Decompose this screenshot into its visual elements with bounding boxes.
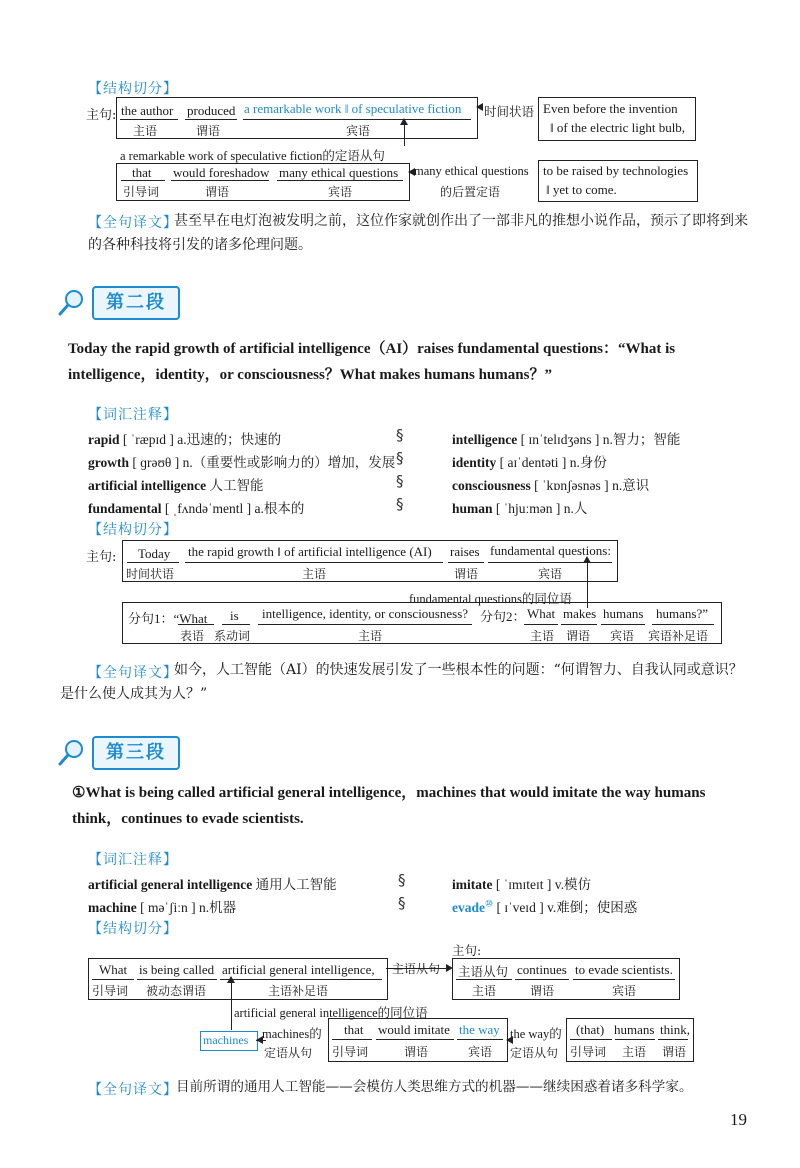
vocab-item: identity [ aɪˈdentəti ] n.身份 [452,455,607,470]
attr-clause-label: 定语从句 [264,1046,313,1060]
vocab-item: imitate [ ˈɪmɪteɪt ] v.模仿 [452,877,591,892]
word-what: What [527,606,556,621]
word-the-way: the way [459,1022,500,1037]
label-predicate-3: 谓语 [662,1045,687,1059]
label-subject: 主语 [302,567,327,581]
word-raises: raises [450,544,480,559]
word-many-ethical: many ethical questions [279,165,399,180]
main-clause-label: 主句: [86,550,117,565]
word-is: is [230,608,239,623]
label-guide-word-3: 引导词 [570,1045,607,1059]
structure-tag: 【结构切分】 [88,81,178,97]
label-complement: 宾语补足语 [648,629,709,643]
vocab-item: growth [ ɡrəʊθ ] n.（重要性或影响力的）增加，发展 [88,455,396,470]
translation-tag: 【全句译文】 [88,1082,178,1098]
vocab-item: consciousness [ ˈkɒnʃəsnəs ] n.意识 [452,478,650,493]
label-guide-word: 引导词 [123,185,160,199]
structure-tag: 【结构切分】 [88,522,178,538]
main-clause-label: 主句: [86,108,117,123]
label-subject-3: 主语 [530,629,555,643]
vocab-item: artificial intelligence 人工智能 [88,478,264,493]
magnifier-icon [58,738,86,766]
label-passive-predicate: 被动态谓语 [146,984,207,998]
vocab-item: rapid [ ˈræpɪd ] a.迅速的；快速的 [88,432,282,447]
label-time-adverbial: 时间状语 [126,567,175,581]
word-that-paren: (that) [576,1022,605,1037]
label-predicate-2: 谓语 [404,1045,429,1059]
label-subject: 主语 [472,984,497,998]
label-subject-2: 主语 [358,629,383,643]
vocab-item: fundamental [ ˌfʌndəˈmentl ] a.根本的 [88,501,305,516]
word-would-imitate: would imitate [378,1022,450,1037]
vocab-item: intelligence [ ɪnˈtelɪdʒəns ] n.智力；智能 [452,432,681,447]
appositive-note: fundamental questions的同位语 [409,592,572,606]
section-title: 第二段 [92,286,180,320]
word-machines: machines [203,1033,249,1047]
word-evade-scientists: to evade scientists. [575,962,673,977]
wave-divider: § [398,894,406,912]
label-predicate: 谓语 [196,124,221,138]
subject-clause-label: 主语从句 [392,962,441,976]
label-object-3: 宾语 [610,629,635,643]
label-predicate-3: 谓语 [566,629,591,643]
vocab-item: artificial general intelligence 通用人工智能 [88,877,337,892]
the-way-of-label: the way的 [510,1027,562,1041]
agi-appositive-note: artificial general intelligence的同位语 [234,1006,428,1020]
label-subject: 主语 [133,124,158,138]
label-object-2: 宾语 [468,1045,493,1059]
word-the-author: the author [121,103,174,118]
label-subject-complement: 主语补足语 [268,984,329,998]
word-today: Today [138,546,171,561]
raised-line2: ‖ yet to come. [546,182,617,197]
label-subject-3: 主语 [622,1045,647,1059]
translation-tag: 【全句译文】 [88,665,178,681]
label-predicative: 表语 [180,629,205,643]
magnifier-icon [58,288,86,316]
word-that: that [344,1022,364,1037]
paragraph-sentence: ①What is being called artificial general intelligence，machines that would imitate the way humans think，continues to evade scientists. [72,785,706,827]
word-being-called: is being called [139,962,215,977]
label-linking-verb: 系动词 [214,629,251,643]
section-title: 第三段 [92,736,180,770]
wave-divider: § [396,472,404,490]
vocab-item: evade⑩ [ ɪˈveɪd ] v.难倒；使困惑 [452,898,638,915]
paragraph-sentence: Today the rapid growth of artificial intelligence（AI）raises fundamental questions：“What is intelligence，identity，or consciousness？What makes humans humans？” [68,341,676,383]
word-humans: humans [603,606,644,621]
label-object: 宾语 [612,984,637,998]
machines-of-label: machines的 [262,1027,322,1041]
wave-divider: § [396,495,404,513]
label-predicate-2: 谓语 [205,185,230,199]
label-predicate: 谓语 [530,984,555,998]
label-guide-word-2: 引导词 [332,1045,369,1059]
clause2-label: 分句2： [480,609,526,624]
clause1-label: 分句1：“What [128,611,208,626]
vocab-tag: 【词汇注释】 [88,852,178,868]
word-that: that [132,165,152,180]
vocab-item: human [ ˈhjuːmən ] n.人 [452,501,588,516]
section-heading-3 [58,736,188,770]
word-makes: makes [563,606,597,621]
main-clause-label: 主句: [452,943,482,958]
translation-tag: 【全句译文】 [88,215,178,231]
word-agi: artificial general intelligence, [222,962,375,977]
many-ethical-ref: many ethical questions [414,164,529,178]
wave-divider: § [398,871,406,889]
time-adverbial-label: 时间状语 [484,104,535,119]
post-attributive-label: 的后置定语 [440,185,501,199]
label-predicate: 谓语 [454,567,479,581]
subject-clause-box-label: 主语从句 [458,964,509,979]
label-object: 宾语 [538,567,563,581]
translation-text: 如今，人工智能（AI）的快速发展引发了一些根本性的问题：“何谓智力、自我认同或意识？是什么使人成其为人？” [60,662,743,702]
raised-line1: to be raised by technologies [543,163,689,178]
translation-text: 目前所谓的通用人工智能——会模仿人类思维方式的机器——继续困惑着诸多科学家。 [176,1079,693,1095]
even-before-line2: ‖ of the electric light bulb, [550,120,686,135]
wave-divider: § [396,449,404,467]
structure-tag: 【结构切分】 [88,921,178,937]
word-intelligence-list: intelligence, identity, or consciousness? [262,606,469,621]
label-object: 宾语 [346,124,371,138]
vocab-tag: 【词汇注释】 [88,407,178,423]
word-rapid-growth: the rapid growth ‖ of artificial intelligence (AI) [188,544,432,559]
word-would-foreshadow: would foreshadow [173,165,270,180]
attributive-clause-note: a remarkable work of speculative fiction的定语从句 [120,149,385,163]
word-remarkable-work: a remarkable work ‖ of speculative fiction [244,101,462,116]
attr-clause-label-2: 定语从句 [510,1046,559,1060]
section-heading-2 [58,286,188,320]
page-number: 19 [730,1110,747,1129]
word-fundamental-questions: fundamental questions: [490,543,611,558]
word-humans-2: humans?” [656,606,708,621]
wave-divider: § [396,426,404,444]
even-before-line1: Even before the invention [543,101,678,116]
word-what: What [99,962,128,977]
vocab-item: machine [ məˈʃiːn ] n.机器 [88,900,237,915]
label-object-2: 宾语 [328,185,353,199]
word-humans: humans [614,1022,655,1037]
word-think: think, [660,1022,690,1037]
label-guide-word: 引导词 [92,984,129,998]
translation-text: 甚至早在电灯泡被发明之前，这位作家就创作出了一部非凡的推想小说作品，预示了即将到来的各种科技将引发的诸多伦理问题。 [88,213,748,253]
word-continues: continues [517,962,567,977]
word-produced: produced [187,103,236,118]
